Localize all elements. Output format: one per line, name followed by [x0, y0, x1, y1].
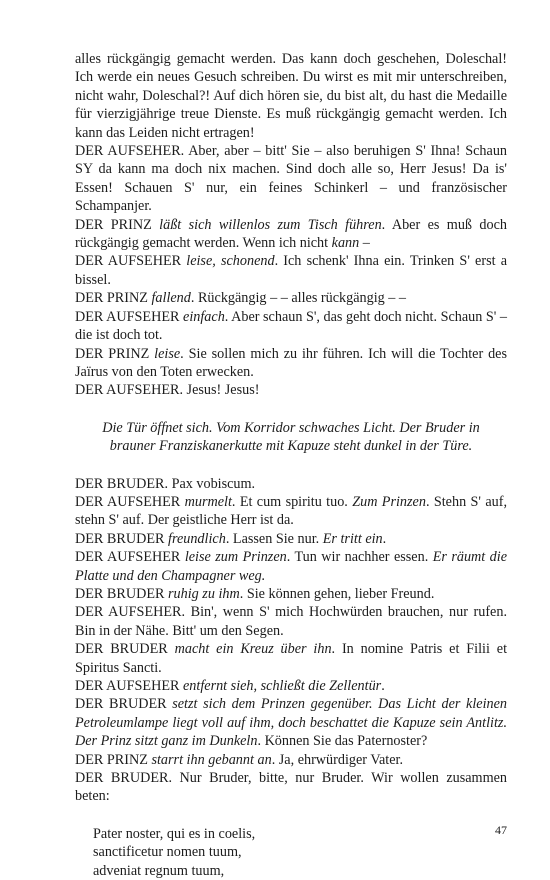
- stage-direction: fallend: [151, 290, 191, 307]
- paragraph: [75, 493, 507, 530]
- paragraph: [75, 530, 507, 548]
- stage-direction: leise zum Prinzen: [184, 549, 287, 566]
- speaker: DER PRINZ: [75, 751, 148, 768]
- stage-direction: entfernt sieh, schließt die Zellentür: [183, 678, 382, 694]
- speech-text: Bin', wenn S' mich Hochwürden brauchen, nur rufen. Bin in der Nähe. Bitt' um den Segen.: [75, 604, 507, 639]
- stage-direction: leise, schonend: [186, 253, 275, 270]
- speaker: DER BRUDER.: [75, 475, 169, 492]
- speech-text: . Ich schenk' Ihna ein. Trinken S' erst a bissel.: [75, 253, 508, 288]
- speaker: DER AUFSEHER.: [75, 143, 185, 160]
- page-number: 47: [495, 823, 507, 837]
- speech-text: . Aber schaun S', das geht doch nicht. Schaun S' – die ist doch tot.: [75, 308, 508, 344]
- stage-direction: freundlich: [168, 530, 226, 547]
- speaker: DER BRUDER: [75, 585, 165, 602]
- paragraph: [75, 695, 507, 750]
- speaker: DER AUFSEHER.: [75, 604, 186, 621]
- page-text: [75, 50, 507, 880]
- stage-direction: Zum Prinzen: [352, 493, 426, 510]
- speech-text: . Lassen Sie nur.: [225, 530, 323, 547]
- speaker: DER AUFSEHER: [75, 308, 180, 325]
- paragraph: [75, 751, 507, 769]
- paragraph: [75, 216, 507, 253]
- speech-text: Pax vobiscum.: [168, 475, 256, 492]
- stage-direction: einfach: [183, 308, 225, 325]
- stage-direction: Er räumt die Platte und den Champagner weg.: [75, 549, 508, 584]
- speech-text: . Et cum spiritu tuo.: [231, 493, 353, 510]
- speaker: DER BRUDER.: [75, 770, 172, 787]
- speech-text: Aber, aber – bitt' Sie – also beruhigen S' Ihna! Schaun SY da kann ma doch nix machen. Sind doch alle so, Herr Jesus! Da is' Essen! Schauen S' nur, ein feines Schinkerl – und französischer Schampanjer.: [75, 143, 508, 215]
- stage-direction-block: Die Tür öffnet sich. Vom Korridor schwaches Licht. Der Bruder in brauner Franziskanerkutte mit Kapuze steht dunkel in der Türe.: [102, 419, 480, 455]
- paragraph: [75, 475, 507, 493]
- stage-direction: starrt ihn gebannt an: [151, 751, 272, 768]
- speaker: DER PRINZ: [75, 290, 148, 307]
- speech-text: . In nomine Patris et Filii et Spiritus Sancti.: [75, 641, 508, 676]
- verse-line: sanctificetur nomen tuum,: [93, 844, 242, 861]
- speech-text: . Sie können gehen, lieber Freund.: [239, 585, 435, 602]
- speaker: DER AUFSEHER: [75, 493, 181, 510]
- paragraph: [75, 308, 507, 345]
- speech-text: alles rückgängig gemacht werden. Das kann doch geschehen, Doleschal! Ich werde ein neues Gesuch schreiben. Du wirst es mit mir unterschreiben, nicht wahr, Doleschal?! Auf dich hören sie, du bist alt, du hast die Medaille für vierzigjährige treue Dienste. Es muß rückgängig gemacht werden. Ich kann das Leiden nicht ertragen!: [75, 51, 507, 141]
- stage-direction: setzt sich dem Prinzen gegenüber. Das Licht der kleinen Petroleumlampe liegt voll auf ihm, doch beschattet die Kapuze sein Antlitz. Der Prinz sitzt ganz im Dunkeln: [75, 696, 508, 750]
- paragraph: [75, 142, 507, 216]
- paragraph: [75, 585, 507, 603]
- stage-direction: murmelt: [184, 493, 232, 510]
- stage-direction: macht ein Kreuz über ihn: [174, 641, 332, 658]
- speaker: DER PRINZ: [75, 216, 152, 233]
- speech-text: –: [359, 235, 370, 252]
- stage-direction: ruhig zu ihm: [168, 585, 240, 602]
- speaker: DER PRINZ: [75, 345, 150, 362]
- paragraph: [75, 345, 507, 382]
- speaker: DER AUFSEHER.: [75, 382, 183, 399]
- speech-text: . Aber es muß doch rückgängig gemacht werden. Wenn ich nicht: [75, 216, 508, 252]
- stage-direction: läßt sich willenlos zum Tisch führen: [159, 216, 382, 233]
- speech-text: .: [381, 678, 385, 694]
- emphasis: kann: [331, 235, 360, 252]
- verse-line: Pater noster, qui es in coelis,: [93, 825, 256, 842]
- speaker: DER AUFSEHER: [75, 253, 182, 270]
- speech-text: Jesus! Jesus!: [183, 382, 260, 399]
- speech-text: . Stehn S' auf, stehn S' auf. Der geistliche Herr ist da.: [75, 493, 507, 529]
- paragraph: [75, 677, 507, 695]
- speech-text: . Ja, ehrwürdiger Vater.: [271, 751, 404, 768]
- paragraph: [75, 548, 507, 585]
- speaker: DER BRUDER: [75, 641, 168, 658]
- paragraph: [75, 381, 507, 399]
- paragraph: [75, 50, 507, 142]
- paragraph: [75, 252, 507, 289]
- speech-text: . Können Sie das Paternoster?: [257, 733, 428, 750]
- stage-direction: Er tritt ein: [322, 530, 383, 547]
- speaker: DER AUFSEHER: [75, 678, 180, 694]
- paragraph: [75, 289, 507, 307]
- speech-text: Nur Bruder, bitte, nur Bruder. Wir wollen zusammen beten:: [75, 770, 507, 805]
- speaker: DER AUFSEHER: [75, 549, 181, 566]
- speech-text: . Sie sollen mich zu ihr führen. Ich will die Tochter des Jaïrus von den Toten erwecken.: [75, 345, 507, 380]
- prayer-verse: [93, 825, 507, 880]
- paragraph: [75, 769, 507, 806]
- speaker: DER BRUDER: [75, 696, 167, 713]
- paragraph: [75, 603, 507, 640]
- speech-text: .: [382, 530, 387, 547]
- verse-line: adveniat regnum tuum,: [93, 862, 225, 879]
- speech-text: . Rückgängig – – alles rückgängig – –: [190, 290, 407, 307]
- stage-direction: leise: [154, 345, 181, 362]
- speaker: DER BRUDER: [75, 530, 165, 547]
- paragraph: [75, 640, 507, 677]
- speech-text: . Tun wir nachher essen.: [286, 549, 433, 566]
